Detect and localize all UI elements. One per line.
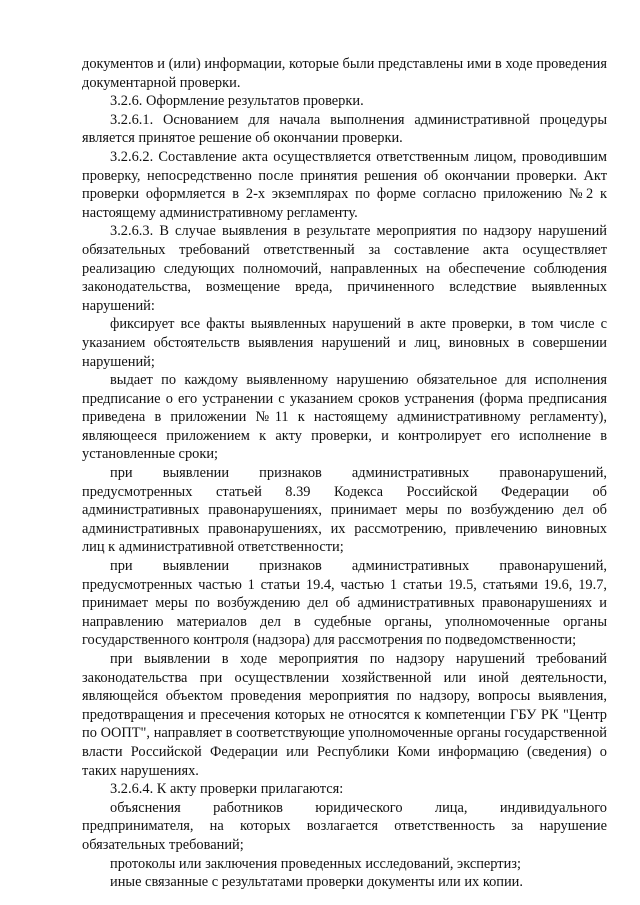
paragraph-continuation: документов и (или) информации, которые были представлены ими в ходе проведения документарной проверки. [82, 56, 607, 91]
list-item-protocols: протоколы или заключения проведенных исследований, экспертиз; [110, 855, 521, 872]
list-item-article-8-39: при выявлении признаков административных правонарушений, предусмотренных статьей 8.39 Кодекса Российской Федерации об административных правонарушениях, принимает меры по возбуждению дел об административных правонарушениях, их рассмотрению, привлечению виновных лиц к административной ответственности; [82, 465, 607, 556]
paragraph-3-2-6-1: 3.2.6.1. Основанием для начала выполнения административной процедуры является принятое решение об окончании проверки. [82, 111, 607, 147]
list-item-issues-order: выдает по каждому выявленному нарушению обязательное для исполнения предписание о его устранении с указанием сроков устранения (форма предписания приведена в приложении №11 к настоящему административному регламенту), являющееся приложением к акту проверки, и контролирует его исполнение в установленные сроки; [82, 372, 607, 463]
paragraph-3-2-6-2: 3.2.6.2. Составление акта осуществляется ответственным лицом, проводившим проверку, непосредственно после принятия решения об окончании проверки. Акт проверки оформляется в 2-х экземплярах по форме согласно приложению №2 к настоящему административному регламенту. [82, 148, 607, 221]
section-heading-3-2-6: 3.2.6. Оформление результатов проверки. [110, 93, 364, 110]
list-item-explanations: объяснения работников юридического лица, индивидуального предпринимателя, на которых возлагается ответственность за нарушение обязательных требований; [82, 799, 607, 853]
document-page [82, 55, 607, 892]
list-item-other-documents: иные связанные с результатами проверки документы или их копии. [110, 874, 523, 891]
list-item-article-19: при выявлении признаков административных правонарушений, предусмотренных частью 1 статьи 19.4, частью 1 статьи 19.5, статьями 19.6, 19.7, принимает меры по возбуждению дел об административных правонарушениях и направлению материалов дел в судебные органы, уполномоченные органы государственного контроля (надзора) для рассмотрения по подведомственности; [82, 558, 607, 649]
list-item-fixes-violations: фиксирует все факты выявленных нарушений в акте проверки, в том числе с указанием обстоятельств выявления нарушений и лиц, виновных в совершении нарушений; [82, 316, 607, 370]
paragraph-3-2-6-4: 3.2.6.4. К акту проверки прилагаются: [110, 781, 344, 798]
paragraph-3-2-6-3: 3.2.6.3. В случае выявления в результате мероприятия по надзору нарушений обязательных требований ответственный за составление акта осуществляет реализацию следующих полномочий, направленных на обеспечение соблюдения законодательства, возмещение вреда, причиненного вследствие выявленных нарушений: [82, 223, 607, 314]
list-item-other-violations: при выявлении в ходе мероприятия по надзору нарушений требований законодательства при осуществлении хозяйственной или иной деятельности, являющейся объектом проведения мероприятия по надзору, вопросы выявления, предотвращения и пресечения которых не относятся к компетенции ГБУ РК "Центр по ООПТ", направляет в соответствующие уполномоченные органы государственной власти Российской Федерации или Республики Коми информацию (сведения) о таких нарушениях. [82, 651, 607, 779]
